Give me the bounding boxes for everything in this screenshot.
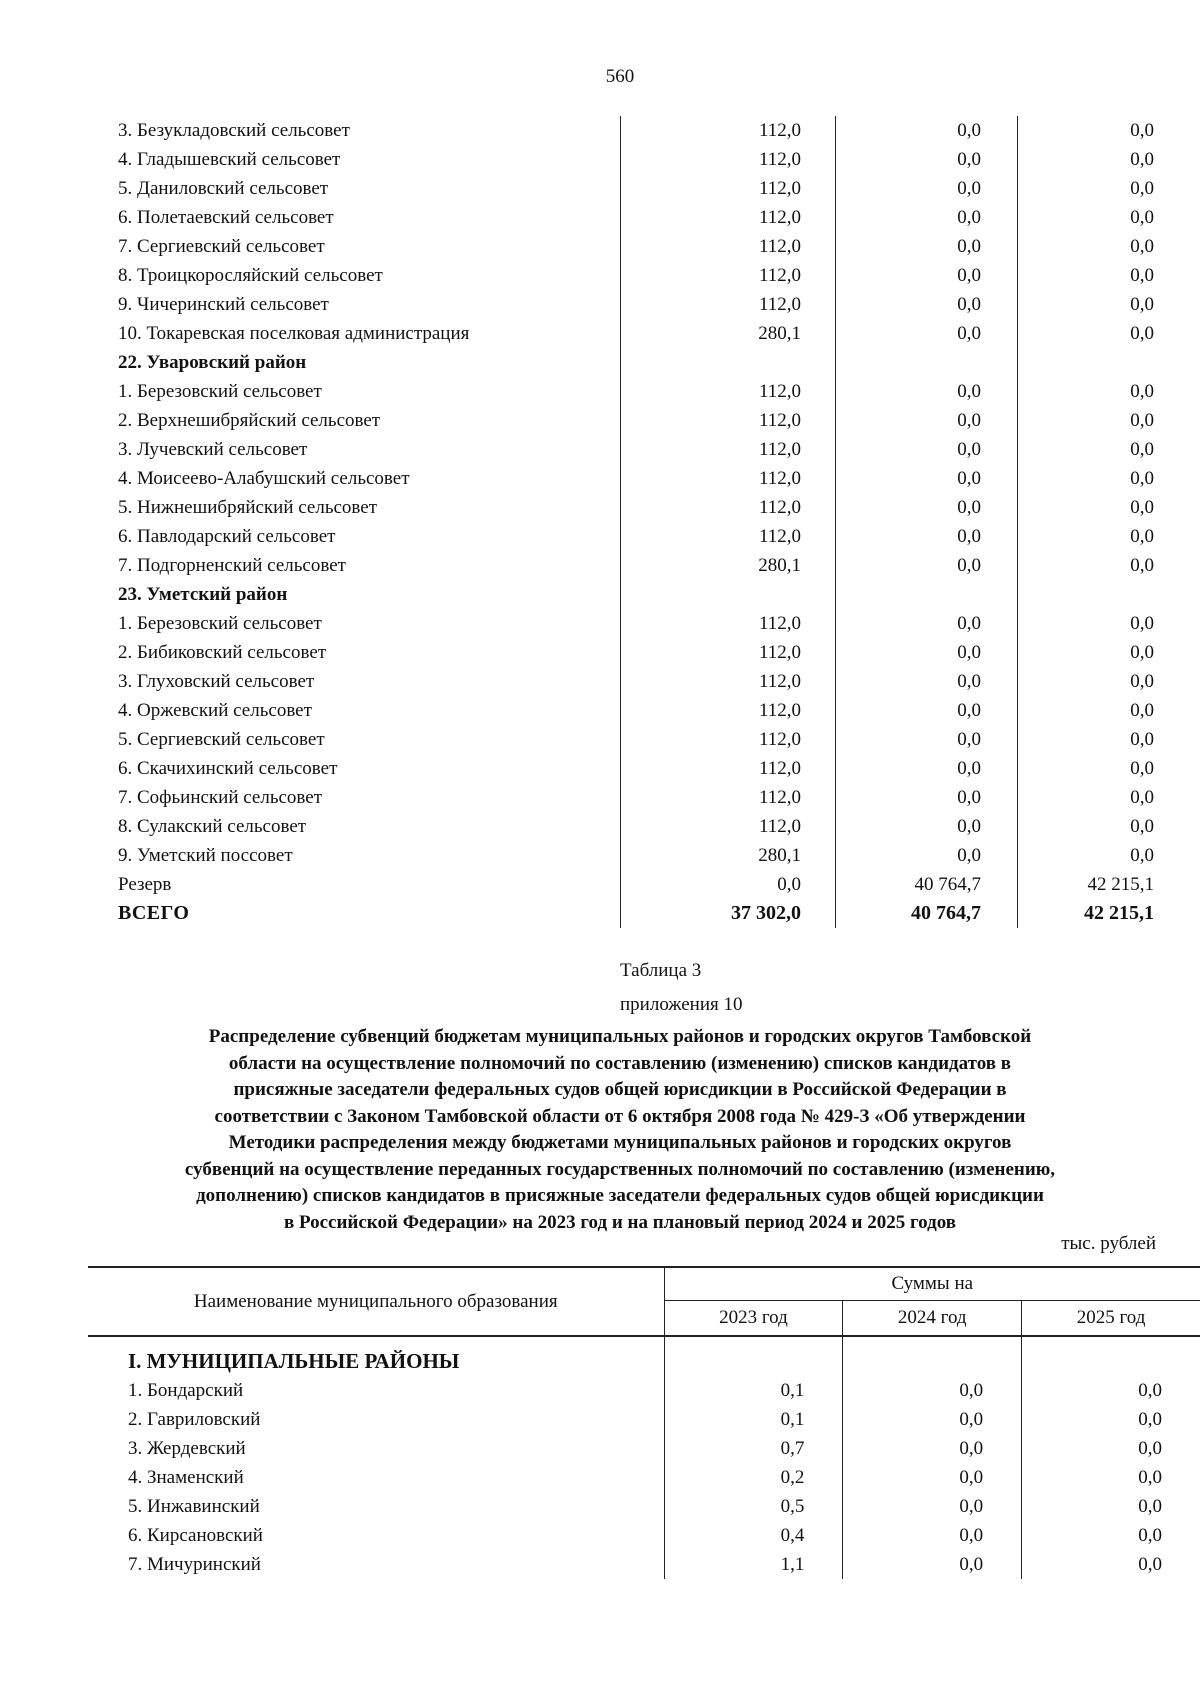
table-3 — [88, 1266, 1200, 1579]
table-row — [112, 667, 1154, 696]
row-name: 5. Сергиевский сельсовет — [118, 729, 325, 750]
table-caption-number: Таблица 3 — [620, 960, 702, 981]
value-2024: 0,0 — [836, 696, 1018, 725]
row-name: 22. Уваровский район — [118, 352, 307, 373]
row-name: 2. Гавриловский — [128, 1409, 261, 1430]
value-2025: 0,0 — [1018, 638, 1155, 667]
value-2024: 0,0 — [836, 406, 1018, 435]
value-2025: 0,0 — [1018, 319, 1155, 348]
value-2025: 0,0 — [1018, 464, 1155, 493]
value-2025: 0,0 — [1018, 145, 1155, 174]
value-2024: 0,0 — [836, 754, 1018, 783]
table-row — [112, 377, 1154, 406]
row-name: Резерв — [118, 874, 172, 895]
value-2025: 0,0 — [1018, 290, 1155, 319]
value-2023: 112,0 — [621, 609, 836, 638]
table-row — [112, 174, 1154, 203]
value-2023: 280,1 — [621, 551, 836, 580]
value-2023: 280,1 — [621, 319, 836, 348]
table-1-continuation — [112, 116, 1154, 928]
row-name: 8. Троицкоросляйский сельсовет — [118, 265, 383, 286]
table-row — [112, 290, 1154, 319]
row-name: 3. Жердевский — [128, 1438, 246, 1459]
row-name: 2. Верхнешибряйский сельсовет — [118, 410, 381, 431]
value-2023: 1,1 — [664, 1550, 843, 1579]
table-row — [112, 406, 1154, 435]
row-name: 7. Софьинский сельсовет — [118, 787, 323, 808]
value-2025 — [1018, 348, 1155, 377]
value-2025: 42 215,1 — [1018, 870, 1155, 899]
value-2023 — [621, 348, 836, 377]
value-2023: 112,0 — [621, 145, 836, 174]
value-2025: 0,0 — [1018, 261, 1155, 290]
title-line: дополнению) списков кандидатов в присяжные заседатели федеральных судов общей юрисдикции — [196, 1185, 1044, 1206]
table-row — [112, 754, 1154, 783]
row-name: 4. Моисеево-Алабушский сельсовет — [118, 468, 410, 489]
row-name: 1. Бондарский — [128, 1380, 244, 1401]
value-2025: 0,0 — [1018, 377, 1155, 406]
table-row — [112, 261, 1154, 290]
row-name: 4. Гладышевский сельсовет — [118, 149, 341, 170]
table-row — [112, 580, 1154, 609]
value-2024: 40 764,7 — [836, 899, 1018, 928]
value-2023: 0,1 — [664, 1376, 843, 1405]
title-line: присяжные заседатели федеральных судов общей юрисдикции в Российской Федерации в — [233, 1079, 1007, 1100]
value-2025 — [1018, 580, 1155, 609]
value-2024: 0,0 — [843, 1376, 1022, 1405]
row-name: 4. Оржевский сельсовет — [118, 700, 312, 721]
table-row — [88, 1376, 1200, 1405]
value-2025: 0,0 — [1022, 1521, 1200, 1550]
value-2025: 0,0 — [1022, 1405, 1200, 1434]
table-row — [88, 1492, 1200, 1521]
table-row — [112, 493, 1154, 522]
table-row — [88, 1550, 1200, 1579]
title-line: в Российской Федерации» на 2023 год и на плановый период 2024 и 2025 годов — [283, 1211, 957, 1233]
column-header-2023: 2023 год — [664, 1301, 843, 1337]
value-2023: 112,0 — [621, 696, 836, 725]
row-name: 3. Безукладовский сельсовет — [118, 120, 350, 141]
value-2025: 0,0 — [1018, 754, 1155, 783]
table-row — [112, 812, 1154, 841]
table-row — [88, 1405, 1200, 1434]
value-2023: 112,0 — [621, 435, 836, 464]
row-name: 4. Знаменский — [128, 1467, 244, 1488]
value-2024: 0,0 — [836, 493, 1018, 522]
value-2023: 112,0 — [621, 406, 836, 435]
value-2024: 0,0 — [836, 203, 1018, 232]
value-2024: 0,0 — [836, 551, 1018, 580]
value-2024: 0,0 — [836, 667, 1018, 696]
table-row — [112, 522, 1154, 551]
table-row — [112, 783, 1154, 812]
value-2024: 0,0 — [836, 841, 1018, 870]
table-caption-appendix: приложения 10 — [620, 994, 743, 1015]
value-2023: 112,0 — [621, 493, 836, 522]
value-2024: 0,0 — [843, 1463, 1022, 1492]
value-2023 — [621, 580, 836, 609]
table-row — [112, 841, 1154, 870]
row-name: 10. Токаревская поселковая администрация — [118, 323, 470, 344]
section-title: I. МУНИЦИПАЛЬНЫЕ РАЙОНЫ — [128, 1349, 460, 1373]
value-2023: 112,0 — [621, 754, 836, 783]
value-2025: 0,0 — [1018, 725, 1155, 754]
value-2024: 40 764,7 — [836, 870, 1018, 899]
value-2023: 112,0 — [621, 667, 836, 696]
table-row — [88, 1521, 1200, 1550]
row-name: 1. Березовский сельсовет — [118, 613, 322, 634]
row-name: 6. Кирсановский — [128, 1525, 263, 1546]
units-label: тыс. рублей — [1061, 1233, 1156, 1254]
value-2024: 0,0 — [836, 464, 1018, 493]
value-2024 — [836, 348, 1018, 377]
row-name: ВСЕГО — [118, 902, 190, 924]
value-2023: 112,0 — [621, 812, 836, 841]
table-row — [112, 435, 1154, 464]
table-3-title — [100, 1024, 1140, 1236]
value-2025: 0,0 — [1018, 609, 1155, 638]
row-name: 6. Скачихинский сельсовет — [118, 758, 338, 779]
value-2023: 112,0 — [621, 464, 836, 493]
table-3-body — [88, 1336, 1200, 1579]
value-2025: 0,0 — [1022, 1492, 1200, 1521]
value-2023: 280,1 — [621, 841, 836, 870]
value-2025: 0,0 — [1018, 406, 1155, 435]
column-header-name: Наименование муниципального образования — [88, 1267, 664, 1336]
value-2023: 112,0 — [621, 783, 836, 812]
value-2025: 0,0 — [1022, 1376, 1200, 1405]
table-1-body — [112, 116, 1154, 928]
value-2025: 0,0 — [1018, 203, 1155, 232]
title-line: субвенций на осуществление переданных государственных полномочий по составлению (изменению, — [184, 1158, 1056, 1180]
table-row — [88, 1434, 1200, 1463]
value-2023: 37 302,0 — [621, 899, 836, 928]
value-2024: 0,0 — [836, 174, 1018, 203]
value-2025: 0,0 — [1018, 435, 1155, 464]
table-row — [112, 638, 1154, 667]
value-2025: 0,0 — [1018, 116, 1155, 145]
value-2023: 112,0 — [621, 174, 836, 203]
value-2024: 0,0 — [836, 725, 1018, 754]
value-2025: 0,0 — [1018, 696, 1155, 725]
value-2023: 112,0 — [621, 377, 836, 406]
value-2025: 0,0 — [1018, 551, 1155, 580]
value-2025: 42 215,1 — [1018, 899, 1155, 928]
value-2025: 0,0 — [1018, 232, 1155, 261]
value-2023: 0,0 — [621, 870, 836, 899]
value-2024: 0,0 — [843, 1434, 1022, 1463]
value-2024 — [836, 580, 1018, 609]
table-row — [112, 145, 1154, 174]
value-2023: 112,0 — [621, 638, 836, 667]
value-2023: 0,2 — [664, 1463, 843, 1492]
row-name: 2. Бибиковский сельсовет — [118, 642, 327, 663]
value-2023: 112,0 — [621, 203, 836, 232]
table-3-header — [88, 1267, 1200, 1336]
table-row — [112, 609, 1154, 638]
value-2024: 0,0 — [836, 145, 1018, 174]
value-2024: 0,0 — [836, 261, 1018, 290]
value-2025: 0,0 — [1018, 841, 1155, 870]
row-name: 9. Уметский поссовет — [118, 845, 293, 866]
value-2023: 0,4 — [664, 1521, 843, 1550]
row-name: 7. Мичуринский — [128, 1554, 261, 1575]
value-2024: 0,0 — [836, 319, 1018, 348]
row-name: 3. Глуховский сельсовет — [118, 671, 315, 692]
value-2023: 112,0 — [621, 522, 836, 551]
value-2025: 0,0 — [1018, 667, 1155, 696]
table-row — [112, 464, 1154, 493]
value-2025: 0,0 — [1022, 1550, 1200, 1579]
value-2023: 0,7 — [664, 1434, 843, 1463]
value-2025: 0,0 — [1022, 1434, 1200, 1463]
value-2025: 0,0 — [1018, 783, 1155, 812]
value-2024: 0,0 — [836, 290, 1018, 319]
title-line: соответствии с Законом Тамбовской области от 6 октября 2008 года № 429-З «Об утверждении — [214, 1105, 1026, 1127]
value-2024: 0,0 — [836, 377, 1018, 406]
value-2023: 0,1 — [664, 1405, 843, 1434]
section-row — [88, 1347, 1200, 1376]
value-2024: 0,0 — [843, 1492, 1022, 1521]
row-name: 6. Полетаевский сельсовет — [118, 207, 334, 228]
table-row — [112, 203, 1154, 232]
table-row — [112, 899, 1154, 928]
row-name: 3. Лучевский сельсовет — [118, 439, 308, 460]
table-row — [112, 696, 1154, 725]
value-2023: 112,0 — [621, 725, 836, 754]
value-2025: 0,0 — [1018, 174, 1155, 203]
value-2025: 0,0 — [1018, 493, 1155, 522]
value-2023: 112,0 — [621, 261, 836, 290]
table-row — [112, 725, 1154, 754]
table-row — [112, 551, 1154, 580]
row-name: 7. Сергиевский сельсовет — [118, 236, 325, 257]
row-name: 23. Уметский район — [118, 584, 288, 605]
row-name: 7. Подгорненский сельсовет — [118, 555, 346, 576]
value-2024: 0,0 — [836, 116, 1018, 145]
column-header-2025: 2025 год — [1022, 1301, 1200, 1337]
table-row — [112, 232, 1154, 261]
page-number: 560 — [605, 66, 635, 87]
title-line: Методики распределения между бюджетами муниципальных районов и городских округов — [228, 1132, 1012, 1153]
value-2024: 0,0 — [843, 1550, 1022, 1579]
row-name: 1. Березовский сельсовет — [118, 381, 322, 402]
row-name: 5. Инжавинский — [128, 1496, 260, 1517]
value-2024: 0,0 — [836, 435, 1018, 464]
row-name: 9. Чичеринский сельсовет — [118, 294, 329, 315]
title-line: Распределение субвенций бюджетам муниципальных районов и городских округов Тамбовской — [208, 1026, 1032, 1047]
row-name: 8. Сулакский сельсовет — [118, 816, 307, 837]
table-row — [112, 319, 1154, 348]
value-2025: 0,0 — [1018, 522, 1155, 551]
table-row — [112, 348, 1154, 377]
value-2023: 0,5 — [664, 1492, 843, 1521]
table-row — [88, 1463, 1200, 1492]
value-2024: 0,0 — [836, 522, 1018, 551]
value-2023: 112,0 — [621, 116, 836, 145]
column-header-sums: Суммы на — [664, 1267, 1200, 1301]
value-2024: 0,0 — [836, 812, 1018, 841]
value-2024: 0,0 — [843, 1521, 1022, 1550]
row-name: 6. Павлодарский сельсовет — [118, 526, 336, 547]
value-2025: 0,0 — [1018, 812, 1155, 841]
row-name: 5. Даниловский сельсовет — [118, 178, 329, 199]
value-2024: 0,0 — [836, 638, 1018, 667]
title-line: области на осуществление полномочий по составлению (изменению) списков кандидатов в — [228, 1052, 1012, 1074]
value-2024: 0,0 — [843, 1405, 1022, 1434]
value-2024: 0,0 — [836, 609, 1018, 638]
column-header-2024: 2024 год — [843, 1301, 1022, 1337]
value-2023: 112,0 — [621, 232, 836, 261]
value-2025: 0,0 — [1022, 1463, 1200, 1492]
row-name: 5. Нижнешибряйский сельсовет — [118, 497, 378, 518]
value-2024: 0,0 — [836, 232, 1018, 261]
value-2023: 112,0 — [621, 290, 836, 319]
table-row — [112, 116, 1154, 145]
value-2024: 0,0 — [836, 783, 1018, 812]
table-row — [112, 870, 1154, 899]
